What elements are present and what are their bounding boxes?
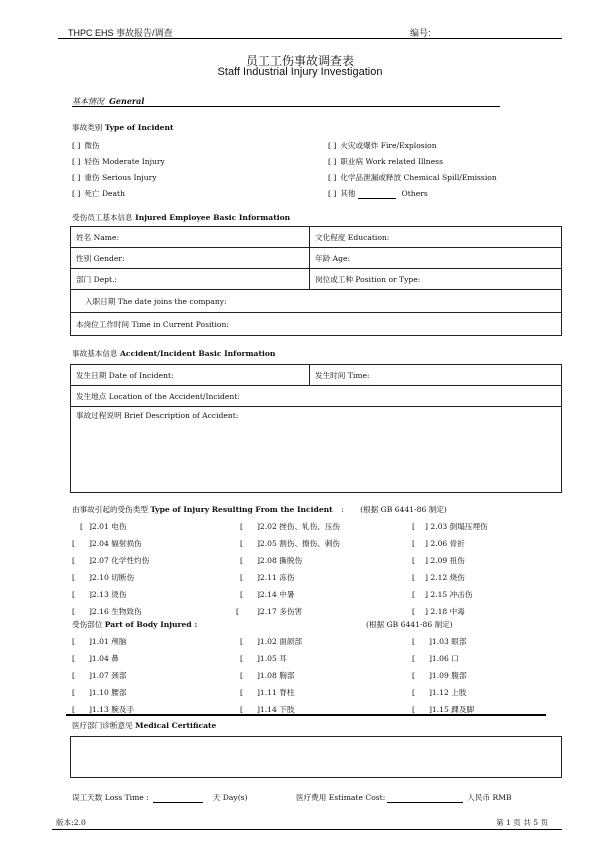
body-1-13-checkbox[interactable]: [ ]1.13 腕及手 [72, 705, 135, 714]
injury-2-10-checkbox[interactable]: [ ]2.10 切断伤 [72, 573, 135, 582]
injury-2-11-checkbox[interactable]: [ ]2.11 冻伤 [240, 573, 295, 582]
accident-info-table [70, 364, 562, 493]
body-1-02-checkbox[interactable]: [ ]1.02 面颌部 [240, 637, 303, 646]
section-separator [66, 714, 546, 716]
incident-type-heading: 事故类别 Type of Incident [72, 123, 174, 132]
employee-education-field[interactable]: 文化程度 Education: [310, 227, 562, 248]
employee-join-date-field[interactable]: 入职日期 The date joins the company: [71, 290, 562, 313]
injury-2-07-checkbox[interactable]: [ ]2.07 化学性灼伤 [72, 556, 150, 565]
incident-minor-injury-checkbox[interactable]: [ ] 微伤 [72, 141, 100, 150]
incident-death-checkbox[interactable]: [ ] 死亡 Death [72, 189, 125, 198]
footer-version: 版本:2.0 [56, 818, 86, 827]
body-1-10-checkbox[interactable]: [ ]1.10 腰部 [72, 688, 127, 697]
document-number-label: 编号: [410, 26, 521, 39]
general-heading-underline [72, 106, 500, 107]
body-1-03-checkbox[interactable]: [ ]1.03 眼部 [412, 637, 467, 646]
injury-2-09-checkbox[interactable]: [ ] 2.09 扭伤 [412, 556, 465, 565]
section-general-heading: 基本情况 General [72, 96, 145, 106]
injury-2-13-checkbox[interactable]: [ ]2.13 烫伤 [72, 590, 127, 599]
injury-2-06-checkbox[interactable]: [ ] 2.06 骨折 [412, 539, 465, 548]
injury-2-02-checkbox[interactable]: [ ]2.02 挫伤、轧伤、压伤 [240, 522, 341, 531]
accident-info-heading: 事故基本信息 Accident/Incident Basic Information [72, 349, 276, 358]
injury-2-17-checkbox[interactable]: [ ]2.17 多伤害 [236, 607, 303, 616]
employee-age-field[interactable]: 年龄 Age: [310, 248, 562, 269]
incident-others-field[interactable] [358, 190, 396, 199]
employee-name-field[interactable]: 姓名 Name: [71, 227, 310, 248]
medical-certificate-box[interactable] [70, 736, 562, 778]
header-rule [58, 38, 562, 39]
form-title-cn: 员工工伤事故调查表 [245, 54, 354, 68]
injury-2-08-checkbox[interactable]: [ ]2.08 撕脱伤 [240, 556, 303, 565]
injury-2-14-checkbox[interactable]: [ ]2.14 中暑 [240, 590, 295, 599]
employee-dept-field[interactable]: 部门 Dept.: [71, 269, 310, 290]
form-title-en: Staff Industrial Injury Investigation [217, 66, 383, 78]
body-1-14-checkbox[interactable]: [ ]1.14 下肢 [240, 705, 295, 714]
loss-time-row: 误工天数 Loss Time : 天 Day(s) [72, 793, 248, 802]
medical-heading: 医疗部门诊断意见 Medical Certificate [72, 721, 217, 730]
body-1-11-checkbox[interactable]: [ ]1.11 脊柱 [240, 688, 295, 697]
accident-time-field[interactable]: 发生时间 Time: [310, 365, 562, 386]
incident-others-checkbox[interactable]: [ ] 其他 Others [328, 189, 428, 198]
employee-info-table [70, 226, 562, 336]
incident-work-illness-checkbox[interactable]: [ ] 职业病 Work related Illness [328, 157, 443, 166]
body-1-06-checkbox[interactable]: [ ]1.06 口 [412, 654, 459, 663]
estimate-cost-row: 医疗费用 Estimate Cost: 人民币 RMB [296, 793, 512, 802]
body-1-07-checkbox[interactable]: [ ]1.07 颈部 [72, 671, 127, 680]
incident-serious-injury-checkbox[interactable]: [ ] 重伤 Serious Injury [72, 173, 157, 182]
injury-2-01-checkbox[interactable]: [ ]2.01 电伤 [80, 522, 127, 531]
body-1-08-checkbox[interactable]: [ ]1.08 胸部 [240, 671, 295, 680]
loss-time-field[interactable] [153, 794, 203, 803]
injury-2-18-checkbox[interactable]: [ ] 2.18 中毒 [412, 607, 465, 616]
injury-2-12-checkbox[interactable]: [ ] 2.12 烧伤 [412, 573, 465, 582]
accident-location-field[interactable]: 发生地点 Location of the Accident/Incident: [71, 386, 562, 407]
injury-2-05-checkbox[interactable]: [ ]2.05 割伤、擦伤、刺伤 [240, 539, 341, 548]
injury-type-heading: 由事故引起的受伤类型 Type of Injury Resulting From the Incident : (根据 GB 6441-86 制定) [72, 505, 447, 514]
estimate-cost-field[interactable] [387, 794, 463, 803]
body-1-04-checkbox[interactable]: [ ]1.04 鼻 [72, 654, 119, 663]
employee-gender-field[interactable]: 性别 Gender: [71, 248, 310, 269]
injury-2-03-checkbox[interactable]: [ ] 2.03 倒塌压埋伤 [412, 522, 488, 531]
document-header-title: THPC EHS 事故报告/调查 [68, 28, 173, 38]
accident-date-field[interactable]: 发生日期 Date of Incident: [71, 365, 310, 386]
injury-2-16-checkbox[interactable]: [ ]2.16 生物致伤 [72, 607, 142, 616]
incident-fire-explosion-checkbox[interactable]: [ ] 火灾或爆炸 Fire/Explosion [328, 141, 437, 150]
footer-page-number: 第 1 页 共 5 页 [496, 818, 549, 827]
injury-2-15-checkbox[interactable]: [ ] 2.15 冲击伤 [412, 590, 473, 599]
incident-chemical-spill-checkbox[interactable]: [ ] 化学品泄漏或释放 Chemical Spill/Emission [328, 173, 497, 182]
employee-position-field[interactable]: 岗位或工种 Position or Type: [310, 269, 562, 290]
body-1-12-checkbox[interactable]: [ ]1.12 上肢 [412, 688, 467, 697]
injury-2-04-checkbox[interactable]: [ ]2.04 辐射损伤 [72, 539, 142, 548]
footer-rule [52, 829, 562, 830]
body-1-05-checkbox[interactable]: [ ]1.05 耳 [240, 654, 287, 663]
body-1-09-checkbox[interactable]: [ ]1.09 腹部 [412, 671, 467, 680]
body-1-15-checkbox[interactable]: [ ]1.15 踝及脚 [412, 705, 475, 714]
employee-time-in-position-field[interactable]: 本岗位工作时间 Time in Current Position: [71, 313, 562, 336]
body-part-standard: (根据 GB 6441-86 制定) [366, 620, 453, 629]
incident-moderate-injury-checkbox[interactable]: [ ] 轻伤 Moderate Injury [72, 157, 165, 166]
body-part-heading: 受伤部位 Part of Body Injured : [72, 620, 198, 629]
body-1-01-checkbox[interactable]: [ ]1.01 颅脑 [72, 637, 127, 646]
accident-description-field[interactable]: 事故过程说明 Brief Description of Accident: [71, 407, 562, 493]
employee-info-heading: 受伤员工基本信息 Injured Employee Basic Information [72, 213, 291, 222]
injury-type-standard: (根据 GB 6441-86 制定) [360, 505, 447, 514]
